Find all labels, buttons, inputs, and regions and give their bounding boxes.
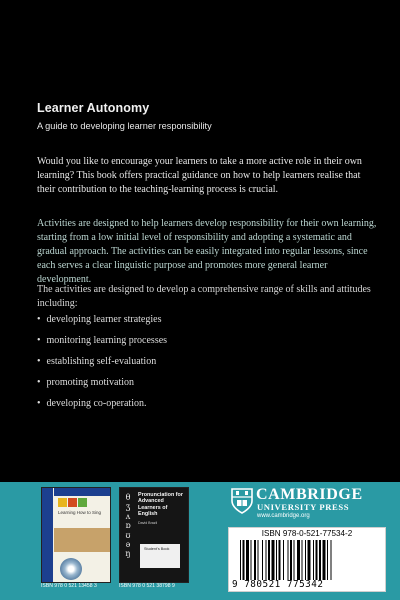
- skills-list: [37, 314, 357, 419]
- book-subtitle: A guide to developing learner responsibility: [37, 121, 212, 131]
- related-book-cover-2: [119, 487, 189, 583]
- book-title: Learner Autonomy: [37, 101, 150, 115]
- list-item: • developing learner strategies: [37, 314, 357, 335]
- cd-icon: [60, 558, 82, 580]
- barcode-panel: [228, 527, 386, 592]
- barcode-isbn: ISBN 978-0-521-77534-2: [261, 529, 353, 538]
- related-book-2-isbn: ISBN 978 0 521 38798 9: [119, 583, 175, 589]
- barcode-digits: 9 780521 775342: [232, 579, 324, 590]
- related-book-2-author: David Brazil: [138, 521, 158, 525]
- related-book-1-isbn: ISBN 978 0 521 13458 3: [41, 583, 97, 589]
- intro-paragraph: Would you like to encourage your learners to take a more active role in their own learning? This book offers practical guidance on how to help learners realise that their contribution to the teaching-learning process is crucial.: [37, 156, 362, 195]
- list-item: • developing co-operation.: [37, 398, 357, 419]
- skills-paragraph: The activities are designed to develop a comprehensive range of skills and attitudes including:: [37, 284, 371, 309]
- phonetic-symbols-strip: θ ʒ ʌ ɒ ʊ ə ŋ: [125, 493, 131, 559]
- related-book-cover-1: [41, 487, 111, 583]
- cambridge-shield-icon: [230, 488, 254, 514]
- list-item: • establishing self-evaluation: [37, 356, 357, 377]
- publisher-name-line2: UNIVERSITY PRESS: [257, 502, 350, 512]
- related-book-2-badge: Student's Book: [140, 544, 180, 568]
- publisher-name-line1: CAMBRIDGE: [256, 486, 363, 503]
- publisher-website: www.cambridge.org: [257, 513, 310, 519]
- related-book-2-title: Pronunciation for Advanced Learners of English: [138, 492, 183, 518]
- barcode-icon: [238, 540, 372, 580]
- activities-paragraph: Activities are designed to help learners develop responsibility for their own learning, starting from a low initial level of responsibility and adopting a systematic and gradual approach. The activities can be easily integrated into regular lessons, since each serves a clear linguistic purpose and promotes more general learner development.: [37, 218, 377, 285]
- list-item: • promoting motivation: [37, 377, 357, 398]
- list-item: • monitoring learning processes: [37, 335, 357, 356]
- related-book-1-title: Learning How to Sing: [58, 510, 102, 515]
